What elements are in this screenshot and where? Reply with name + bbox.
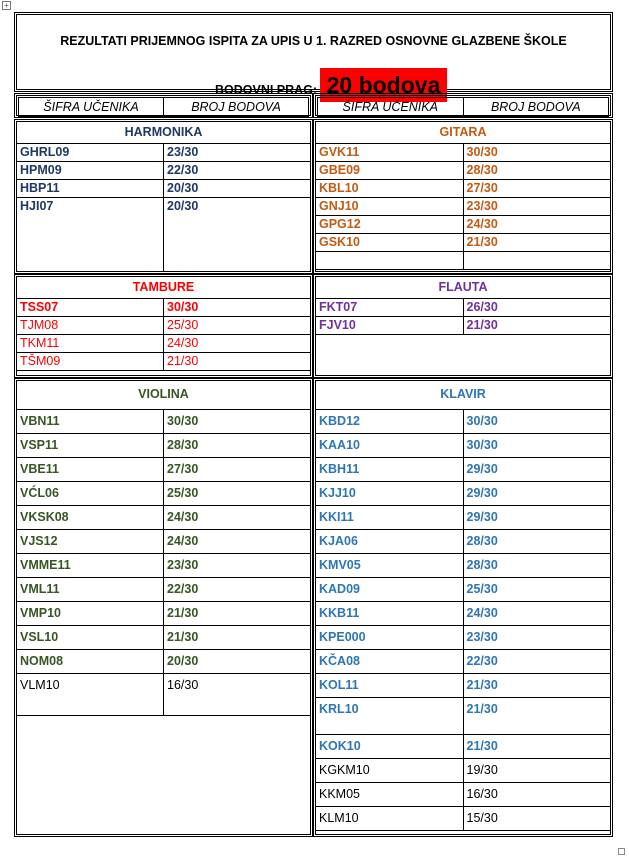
points-cell: 25/30 — [164, 482, 311, 506]
points-cell: 16/30 — [164, 674, 311, 716]
points-cell: 20/30 — [164, 198, 311, 272]
column-header-row — [18, 97, 309, 117]
table-row — [316, 410, 610, 434]
points-cell: 20/30 — [164, 650, 311, 674]
student-code-cell: VBE11 — [17, 458, 164, 482]
points-cell: 27/30 — [164, 458, 311, 482]
table-row — [17, 650, 310, 674]
student-code-cell: KAD09 — [316, 578, 463, 602]
column-header-right — [313, 93, 613, 118]
points-cell: 23/30 — [164, 554, 311, 578]
points-cell: 22/30 — [164, 162, 311, 180]
student-code-cell: KČA08 — [316, 650, 463, 674]
points-cell: 23/30 — [463, 626, 610, 650]
student-code-cell: GVK11 — [316, 144, 463, 162]
column-points-label: BROJ BODOVA — [191, 100, 281, 114]
column-code-label: ŠIFRA UČENIKA — [19, 98, 164, 116]
table-row — [316, 317, 610, 335]
student-code-cell: VLM10 — [17, 674, 164, 716]
student-code-cell: KBH11 — [316, 458, 463, 482]
table-row — [316, 626, 610, 650]
table-row — [316, 783, 610, 807]
student-code-cell: KOL11 — [316, 674, 463, 698]
points-cell: 28/30 — [463, 162, 610, 180]
student-code-cell: VMP10 — [17, 602, 164, 626]
table-row — [316, 554, 610, 578]
student-code-cell: KRL10 — [316, 698, 463, 735]
table-row — [316, 482, 610, 506]
section-violina — [14, 378, 313, 837]
student-code-cell: KJA06 — [316, 530, 463, 554]
section-table — [17, 143, 310, 272]
points-cell: 21/30 — [463, 317, 610, 335]
student-code-cell: VMME11 — [17, 554, 164, 578]
section-table — [316, 298, 610, 335]
points-cell: 19/30 — [463, 759, 610, 783]
points-cell: 30/30 — [164, 299, 311, 317]
table-row — [316, 807, 610, 831]
student-code-cell: TSS07 — [17, 299, 164, 317]
points-cell: 15/30 — [463, 807, 610, 831]
resize-handle-icon[interactable] — [618, 848, 625, 855]
table-row — [316, 434, 610, 458]
points-cell: 21/30 — [164, 602, 311, 626]
section-harmonika — [14, 119, 313, 274]
move-handle-icon[interactable]: + — [2, 1, 11, 10]
results-table — [17, 298, 310, 371]
column-header-left — [14, 93, 313, 118]
points-cell: 29/30 — [463, 458, 610, 482]
section-table — [17, 409, 310, 716]
section-title: HARMONIKA — [124, 125, 203, 139]
table-row — [316, 698, 610, 735]
table-row — [316, 234, 610, 252]
points-cell: 23/30 — [463, 198, 610, 216]
points-cell: 24/30 — [463, 602, 610, 626]
table-row — [316, 198, 610, 216]
student-code-cell: HJI07 — [17, 198, 164, 272]
student-code-cell: FKT07 — [316, 299, 463, 317]
table-row — [316, 530, 610, 554]
table-row — [17, 410, 310, 434]
table-row — [17, 458, 310, 482]
table-row — [316, 735, 610, 759]
section-flauta — [313, 274, 613, 378]
results-table — [17, 143, 310, 272]
points-cell: 16/30 — [463, 783, 610, 807]
student-code-cell: FJV10 — [316, 317, 463, 335]
points-cell: 26/30 — [463, 299, 610, 317]
student-code-cell: NOM08 — [17, 650, 164, 674]
points-cell: 25/30 — [463, 578, 610, 602]
section-table — [17, 298, 310, 371]
table-row — [316, 180, 610, 198]
student-code-cell: KKM05 — [316, 783, 463, 807]
student-code-cell: GHRL09 — [17, 144, 164, 162]
section-title: GITARA — [439, 125, 487, 139]
table-row — [17, 674, 310, 716]
table-row — [316, 759, 610, 783]
section-klavir — [313, 378, 613, 837]
points-cell: 28/30 — [463, 530, 610, 554]
student-code-cell: VSP11 — [17, 434, 164, 458]
points-cell: 21/30 — [164, 626, 311, 650]
points-cell: 24/30 — [164, 530, 311, 554]
points-cell: 21/30 — [463, 698, 610, 735]
table-row — [316, 162, 610, 180]
points-cell: 28/30 — [164, 434, 311, 458]
table-row — [17, 554, 310, 578]
points-cell: 29/30 — [463, 482, 610, 506]
student-code-cell: TŠM09 — [17, 353, 164, 371]
section-title: KLAVIR — [440, 387, 486, 401]
points-cell: 21/30 — [164, 353, 311, 371]
points-cell: 24/30 — [463, 216, 610, 234]
results-table — [316, 143, 610, 270]
empty-cell — [463, 252, 610, 270]
student-code-cell: GNJ10 — [316, 198, 463, 216]
student-code-cell: VJS12 — [17, 530, 164, 554]
column-header-row — [317, 97, 609, 117]
table-row — [17, 353, 310, 371]
table-row — [316, 506, 610, 530]
points-cell: 21/30 — [463, 234, 610, 252]
results-table — [316, 298, 610, 335]
points-cell: 24/30 — [164, 506, 311, 530]
student-code-cell: VML11 — [17, 578, 164, 602]
points-cell: 30/30 — [463, 434, 610, 458]
student-code-cell: KMV05 — [316, 554, 463, 578]
student-code-cell: VBN11 — [17, 410, 164, 434]
table-row — [17, 162, 310, 180]
table-row — [17, 578, 310, 602]
student-code-cell: KLM10 — [316, 807, 463, 831]
student-code-cell: HBP11 — [17, 180, 164, 198]
student-code-cell: KPE000 — [316, 626, 463, 650]
table-row — [17, 506, 310, 530]
student-code-cell: KJJ10 — [316, 482, 463, 506]
section-table — [316, 409, 610, 831]
table-row — [17, 144, 310, 162]
points-cell: 24/30 — [164, 335, 311, 353]
section-table — [316, 143, 610, 270]
student-code-cell: KGKM10 — [316, 759, 463, 783]
header-box — [14, 12, 613, 98]
points-cell: 29/30 — [463, 506, 610, 530]
table-row — [316, 602, 610, 626]
points-cell: 21/30 — [463, 735, 610, 759]
points-cell: 27/30 — [463, 180, 610, 198]
student-code-cell: GBE09 — [316, 162, 463, 180]
student-code-cell: KBD12 — [316, 410, 463, 434]
points-cell: 25/30 — [164, 317, 311, 335]
points-cell: 30/30 — [463, 410, 610, 434]
student-code-cell: VKSK08 — [17, 506, 164, 530]
section-title: FLAUTA — [438, 280, 488, 294]
table-row — [17, 626, 310, 650]
student-code-cell: GSK10 — [316, 234, 463, 252]
table-row — [17, 530, 310, 554]
points-cell: 23/30 — [164, 144, 311, 162]
student-code-cell: GPG12 — [316, 216, 463, 234]
table-row — [316, 216, 610, 234]
student-code-cell: KBL10 — [316, 180, 463, 198]
section-gitara — [313, 119, 613, 274]
table-row — [17, 299, 310, 317]
student-code-cell: HPM09 — [17, 162, 164, 180]
table-row — [316, 144, 610, 162]
section-title: VIOLINA — [138, 387, 189, 401]
empty-cell — [316, 252, 463, 270]
table-row — [17, 434, 310, 458]
table-row — [17, 317, 310, 335]
results-table — [316, 409, 610, 831]
student-code-cell: VĆL06 — [17, 482, 164, 506]
table-row — [316, 458, 610, 482]
table-row — [17, 482, 310, 506]
points-cell: 22/30 — [164, 578, 311, 602]
points-cell: 21/30 — [463, 674, 610, 698]
table-row — [316, 674, 610, 698]
points-cell: 28/30 — [463, 554, 610, 578]
results-table — [17, 409, 310, 716]
table-row — [316, 299, 610, 317]
points-cell: 30/30 — [463, 144, 610, 162]
student-code-cell: KKI11 — [316, 506, 463, 530]
student-code-cell: TKM11 — [17, 335, 164, 353]
threshold-label: BODOVNI PRAG: — [215, 83, 318, 97]
student-code-cell: KKB11 — [316, 602, 463, 626]
table-row — [17, 180, 310, 198]
table-row — [316, 578, 610, 602]
section-tambure — [14, 274, 313, 378]
student-code-cell: VSL10 — [17, 626, 164, 650]
column-code-label: ŠIFRA UČENIKA — [318, 98, 464, 116]
table-row-empty — [316, 252, 610, 270]
table-row — [17, 602, 310, 626]
student-code-cell: KOK10 — [316, 735, 463, 759]
student-code-cell: TJM08 — [17, 317, 164, 335]
column-points-label: BROJ BODOVA — [490, 100, 581, 114]
threshold-value: 20 bodova — [320, 68, 447, 102]
table-row — [17, 335, 310, 353]
table-row — [316, 650, 610, 674]
points-cell: 22/30 — [463, 650, 610, 674]
table-row — [17, 198, 310, 272]
page-title: REZULTATI PRIJEMNOG ISPITA ZA UPIS U 1. RAZRED OSNOVNE GLAZBENE ŠKOLE — [60, 34, 567, 48]
student-code-cell: KAA10 — [316, 434, 463, 458]
points-cell: 20/30 — [164, 180, 311, 198]
points-cell: 30/30 — [164, 410, 311, 434]
section-title: TAMBURE — [132, 280, 195, 294]
